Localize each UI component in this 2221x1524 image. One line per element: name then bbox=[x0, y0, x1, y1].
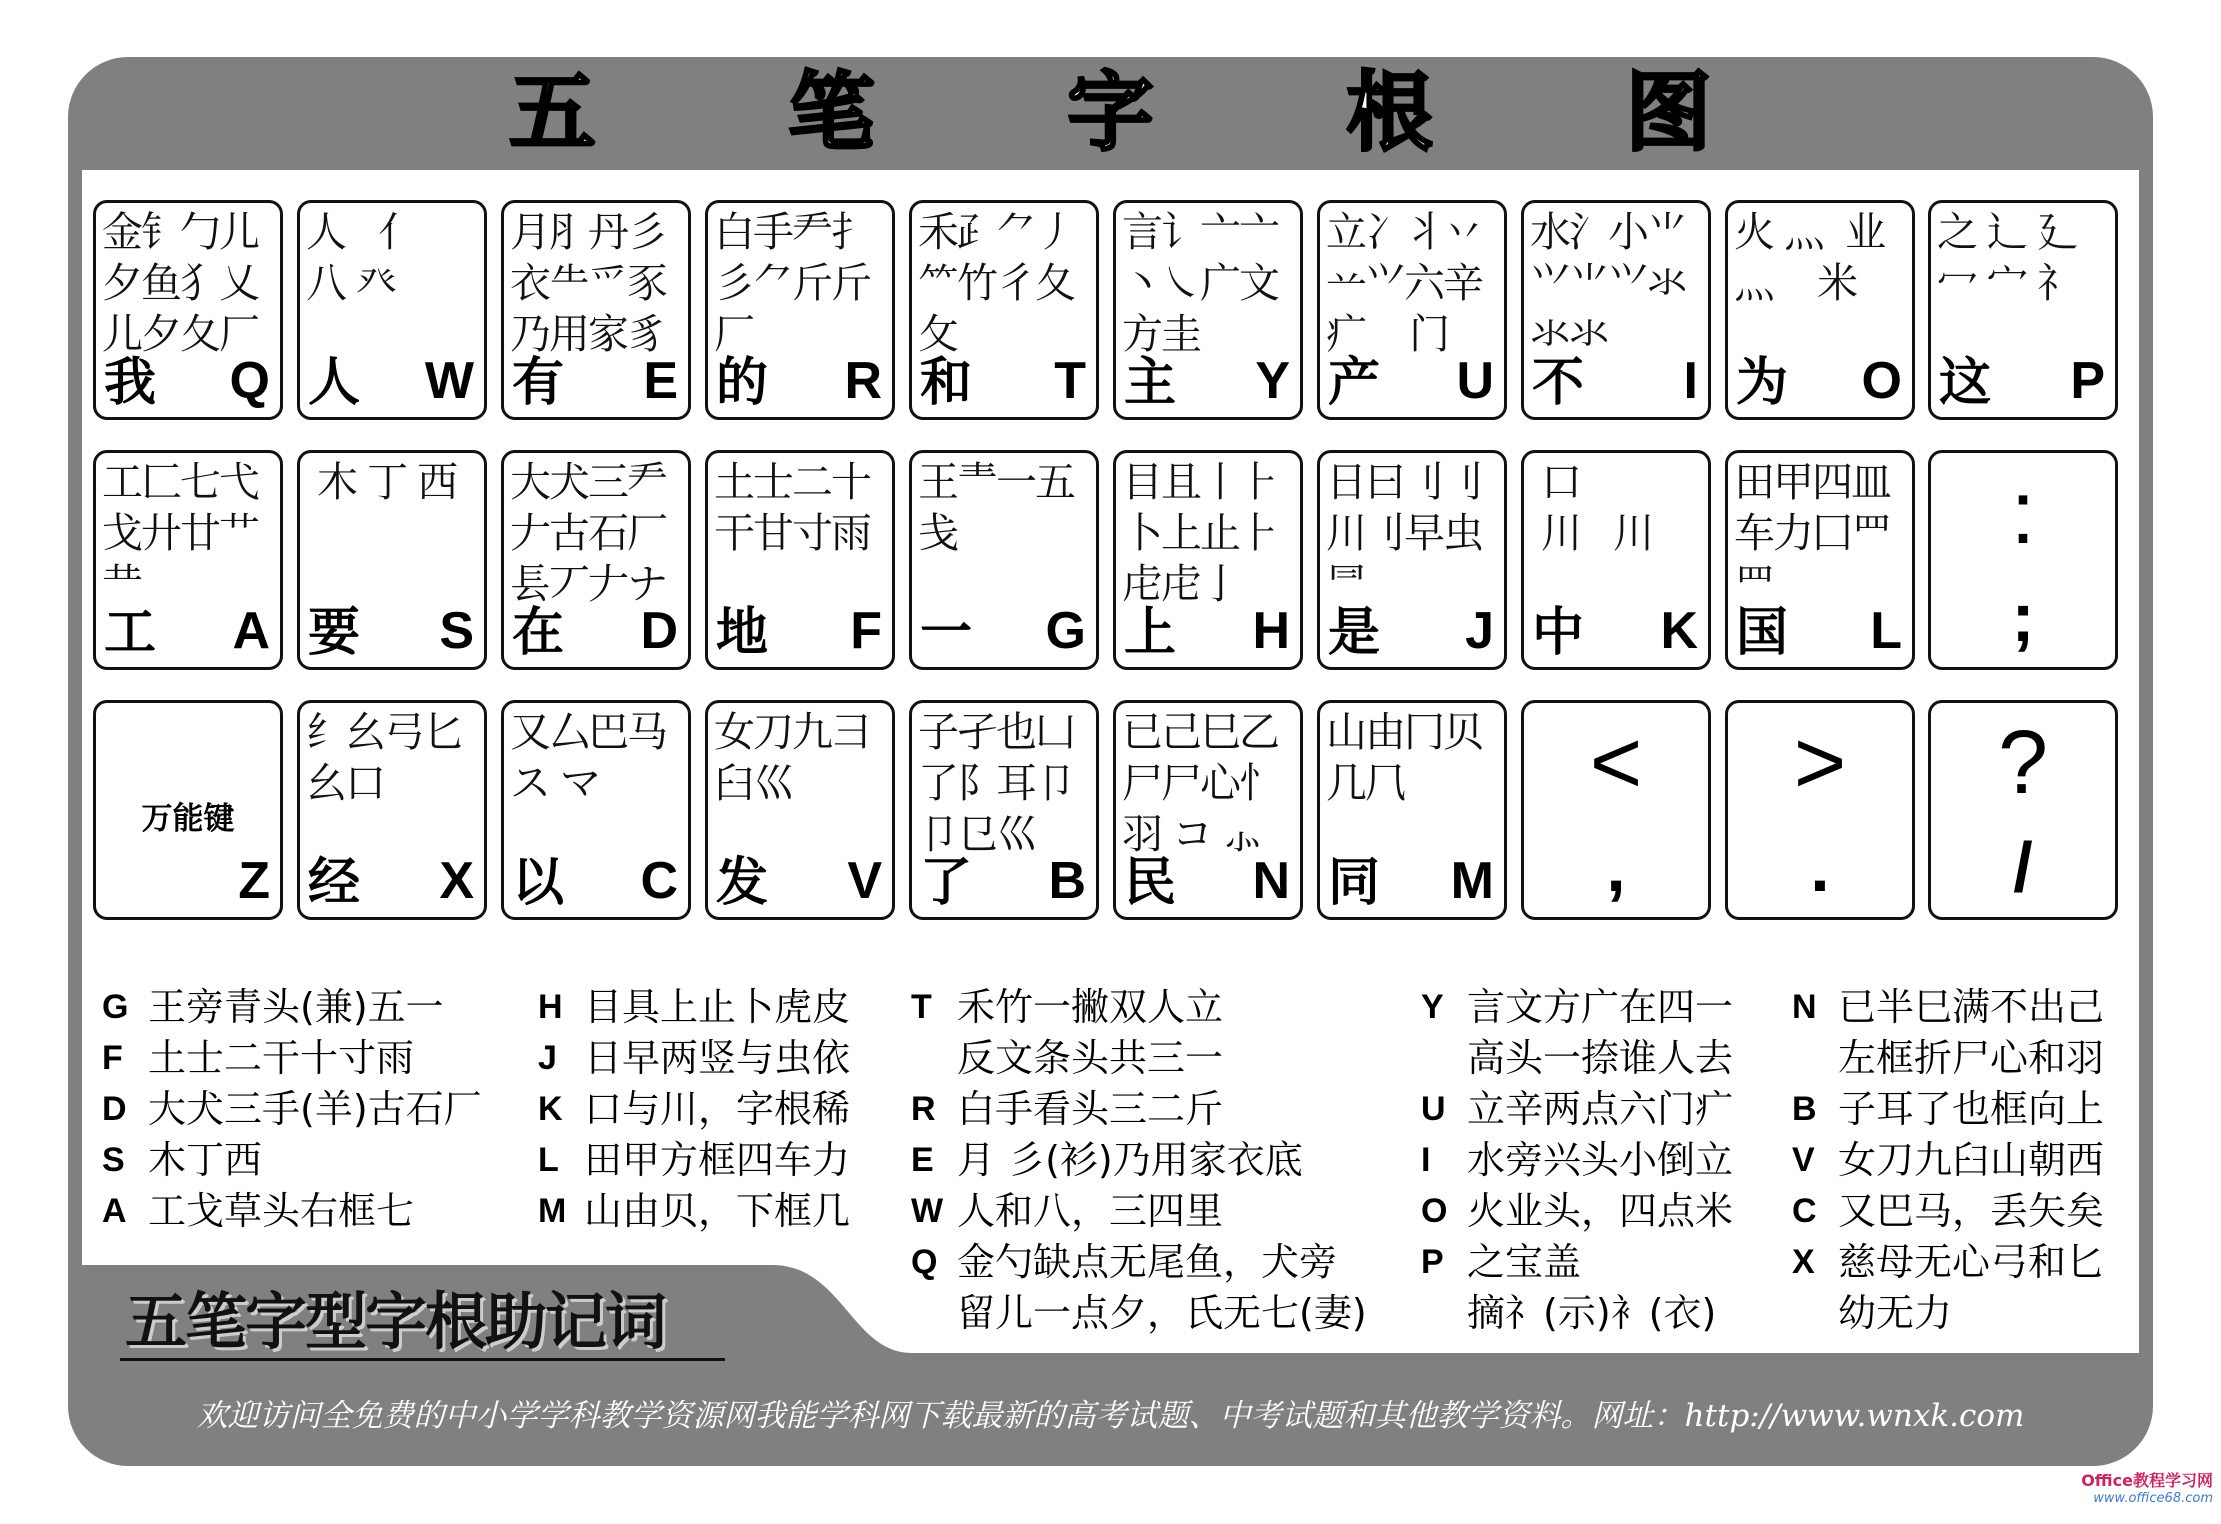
key-symbol: . bbox=[1810, 828, 1830, 906]
mnemonic-text: 白手看头三二斤 bbox=[957, 1087, 1224, 1131]
key-high-frequency-char: 上 bbox=[1124, 603, 1177, 663]
mnemonic-key: X bbox=[1792, 1243, 1815, 1281]
mnemonic-text: 山由贝，下框几 bbox=[584, 1189, 851, 1233]
radical-line: 氺氺 bbox=[1530, 310, 1608, 358]
key-r[interactable] bbox=[705, 200, 895, 420]
watermark-line1: Office教程学习网 bbox=[2081, 1471, 2213, 1490]
radical-line: 尸尸心忄 bbox=[1122, 759, 1278, 807]
key-u[interactable] bbox=[1317, 200, 1507, 420]
title-char: 根 bbox=[1346, 62, 1433, 163]
radical-line: 灬 米 bbox=[1734, 259, 1857, 307]
mnemonic-column bbox=[1421, 982, 1733, 1339]
mnemonic-key bbox=[1421, 1288, 1467, 1339]
key-letter: J bbox=[1465, 602, 1494, 660]
radical-list bbox=[918, 457, 1092, 559]
key-high-frequency-char: 经 bbox=[308, 853, 361, 913]
key-k[interactable] bbox=[1521, 450, 1711, 670]
radical-list bbox=[1326, 207, 1500, 360]
mnemonic-key: F bbox=[102, 1039, 123, 1077]
key-high-frequency-char: 国 bbox=[1736, 603, 1789, 663]
key-high-frequency-char: 发 bbox=[716, 853, 769, 913]
key-n[interactable] bbox=[1113, 700, 1303, 920]
key-g[interactable] bbox=[909, 450, 1099, 670]
radical-line: 立冫丬丷 bbox=[1326, 208, 1482, 256]
mnemonic-text: 金勺缺点无尾鱼，犬旁 bbox=[957, 1240, 1338, 1284]
key-high-frequency-char: 以 bbox=[512, 853, 565, 913]
radical-line: 攵 bbox=[918, 310, 957, 358]
mnemonic-text: 口与川，字根稀 bbox=[584, 1087, 851, 1131]
key-letter: G bbox=[1045, 602, 1086, 660]
mnemonic-text: 火业头，四点米 bbox=[1467, 1189, 1734, 1233]
mnemonic-row bbox=[1421, 1186, 1733, 1237]
radical-line: 儿夕夂厂 bbox=[102, 310, 258, 358]
key-symbol: ; bbox=[2011, 578, 2035, 656]
key-letter: M bbox=[1450, 852, 1494, 910]
mnemonic-key: T bbox=[911, 988, 932, 1026]
mnemonic-key: M bbox=[538, 1192, 567, 1230]
key-e[interactable] bbox=[501, 200, 691, 420]
mnemonic-row bbox=[911, 1084, 1367, 1135]
mnemonic-key: K bbox=[538, 1090, 563, 1128]
key-high-frequency-char: 有 bbox=[512, 353, 565, 413]
key-high-frequency-char: 要 bbox=[308, 603, 361, 663]
mnemonic-key: S bbox=[102, 1141, 125, 1179]
title-char: 字 bbox=[1067, 62, 1154, 163]
mnemonic-text: 已半巳满不出己 bbox=[1838, 985, 2105, 1029]
mnemonic-key: O bbox=[1421, 1192, 1448, 1230]
mnemonic-text: 王旁青头(兼)五一 bbox=[148, 985, 444, 1029]
key-high-frequency-char: 不 bbox=[1532, 353, 1585, 413]
radical-line: 龷 bbox=[102, 560, 141, 608]
radical-line: 木 丁 西 bbox=[306, 458, 457, 506]
key-high-frequency-char: 一 bbox=[920, 603, 973, 663]
key-high-frequency-char: 的 bbox=[716, 353, 769, 413]
radical-list bbox=[1530, 207, 1704, 360]
key-high-frequency-char: 同 bbox=[1328, 853, 1381, 913]
radical-line: ⺮竹彳夂 bbox=[918, 259, 1074, 307]
key-letter: K bbox=[1660, 602, 1698, 660]
mnemonic-key bbox=[1792, 1288, 1838, 1339]
radical-line: 乃用家豸 bbox=[510, 310, 666, 358]
mnemonic-key: D bbox=[102, 1090, 127, 1128]
mnemonic-text: 之宝盖 bbox=[1467, 1240, 1582, 1284]
radical-list bbox=[918, 207, 1092, 360]
key-letter: Q bbox=[229, 352, 270, 410]
radical-line: 车力囗罒 bbox=[1734, 509, 1890, 557]
radical-line: 口 bbox=[1530, 458, 1581, 506]
key-t[interactable] bbox=[909, 200, 1099, 420]
mnemonic-key: N bbox=[1792, 988, 1817, 1026]
key-y[interactable] bbox=[1113, 200, 1303, 420]
radical-list bbox=[714, 707, 888, 809]
mnemonic-row bbox=[911, 1186, 1367, 1237]
mnemonic-row bbox=[102, 1135, 482, 1186]
radical-line: 土士二十 bbox=[714, 458, 870, 506]
mnemonic-row bbox=[911, 982, 1367, 1033]
radical-line: 之 辶 廴 bbox=[1937, 208, 2077, 256]
mnemonic-banner-title: 五笔字型字根助记词 bbox=[125, 1285, 666, 1358]
radical-line: 疒 门 bbox=[1326, 310, 1449, 358]
radical-list bbox=[1122, 707, 1296, 860]
mnemonic-text: 言文方广在四一 bbox=[1467, 985, 1734, 1029]
radical-line: 厂 bbox=[714, 310, 753, 358]
radical-line: 戋 bbox=[918, 509, 957, 557]
radical-line: 𠂇古石厂 bbox=[510, 509, 666, 557]
key-shift-symbol: : bbox=[2010, 463, 2036, 563]
watermark-line2: www.office68.com bbox=[2093, 1491, 2213, 1506]
key-letter: I bbox=[1683, 352, 1698, 410]
mnemonic-key: C bbox=[1792, 1192, 1817, 1230]
mnemonic-row bbox=[538, 982, 850, 1033]
mnemonic-key: Q bbox=[911, 1243, 938, 1281]
radical-list bbox=[1326, 707, 1500, 809]
mnemonic-row bbox=[102, 982, 482, 1033]
mnemonic-row bbox=[1421, 1288, 1733, 1339]
radical-list bbox=[918, 707, 1092, 860]
radical-line: 虍虍亅 bbox=[1122, 560, 1239, 608]
radical-list bbox=[714, 457, 888, 559]
radical-line: 田甲四皿 bbox=[1734, 458, 1890, 506]
mnemonic-text: 大犬三手(羊)古石厂 bbox=[148, 1087, 482, 1131]
radical-line: 山由冂贝 bbox=[1326, 708, 1482, 756]
key-letter: U bbox=[1456, 352, 1494, 410]
mnemonic-text: 土士二干十寸雨 bbox=[148, 1036, 415, 1080]
mnemonic-row bbox=[538, 1186, 850, 1237]
mnemonic-row bbox=[1421, 1135, 1733, 1186]
key-f[interactable] bbox=[705, 450, 895, 670]
key-high-frequency-char: 我 bbox=[104, 353, 157, 413]
key-letter: O bbox=[1861, 352, 1902, 410]
key-j[interactable] bbox=[1317, 450, 1507, 670]
key-o[interactable] bbox=[1725, 200, 1915, 420]
mnemonic-key: V bbox=[1792, 1141, 1815, 1179]
radical-line: 冖 宀 礻 bbox=[1937, 259, 2077, 307]
radical-list bbox=[306, 207, 480, 309]
mnemonic-text: 高头一捺谁人去 bbox=[1467, 1036, 1734, 1080]
key-letter: N bbox=[1252, 852, 1290, 910]
mnemonic-key bbox=[1421, 1033, 1467, 1084]
mnemonic-text: 目具上止卜虎皮 bbox=[584, 985, 851, 1029]
mnemonic-row bbox=[102, 1033, 482, 1084]
mnemonic-key: P bbox=[1421, 1243, 1444, 1281]
mnemonic-text: 留儿一点夕，氏无七(妻) bbox=[957, 1291, 1367, 1335]
key-d[interactable] bbox=[501, 450, 691, 670]
title-char: 五 bbox=[509, 62, 596, 163]
mnemonic-key: L bbox=[538, 1141, 559, 1179]
radical-list bbox=[510, 707, 684, 809]
radical-line: 人 亻 bbox=[306, 208, 418, 256]
title-char: 笔 bbox=[788, 62, 875, 163]
key-letter: Z bbox=[238, 852, 270, 910]
radical-list bbox=[1122, 457, 1296, 610]
key-high-frequency-char: 人 bbox=[308, 353, 361, 413]
mnemonic-text: 左框折尸心和羽 bbox=[1838, 1036, 2105, 1080]
key-shift-symbol: > bbox=[1793, 713, 1847, 813]
mnemonic-row bbox=[538, 1135, 850, 1186]
key-high-frequency-char: 这 bbox=[1939, 353, 1992, 413]
mnemonic-key: W bbox=[911, 1192, 944, 1230]
radical-list bbox=[714, 207, 888, 360]
key-z[interactable] bbox=[93, 700, 283, 920]
key-letter: L bbox=[1870, 602, 1902, 660]
key-shift-symbol: ? bbox=[1997, 713, 2049, 813]
key-letter: V bbox=[847, 852, 882, 910]
radical-line: ス マ bbox=[510, 759, 600, 807]
key-high-frequency-char: 和 bbox=[920, 353, 973, 413]
mnemonic-text: 木丁西 bbox=[148, 1138, 263, 1182]
mnemonic-text: 田甲方框四车力 bbox=[584, 1138, 851, 1182]
mnemonic-row bbox=[102, 1186, 482, 1237]
key-high-frequency-char: 了 bbox=[920, 853, 973, 913]
mnemonic-text: 幼无力 bbox=[1838, 1291, 1953, 1335]
key-wildcard-label: 万能键 bbox=[141, 801, 235, 837]
mnemonic-key: H bbox=[538, 988, 563, 1026]
radical-line: 水氵小⺌ bbox=[1530, 208, 1686, 256]
key-w[interactable] bbox=[297, 200, 487, 420]
radical-list bbox=[1326, 457, 1500, 610]
radical-list bbox=[510, 457, 684, 610]
radical-line: 工匚七弋 bbox=[102, 458, 258, 506]
key-x[interactable] bbox=[297, 700, 487, 920]
banner-underline bbox=[120, 1358, 725, 1361]
key-letter: T bbox=[1054, 352, 1086, 410]
mnemonic-row bbox=[538, 1084, 850, 1135]
key-letter: A bbox=[232, 602, 270, 660]
radical-line: 䒑⺍六辛 bbox=[1326, 259, 1482, 307]
page-title bbox=[0, 58, 2221, 168]
key-letter: D bbox=[640, 602, 678, 660]
radical-line: 了阝耳卩 bbox=[918, 759, 1074, 807]
key-a[interactable] bbox=[93, 450, 283, 670]
key-m[interactable] bbox=[1317, 700, 1507, 920]
watermark-logo bbox=[2081, 1472, 2213, 1508]
mnemonic-key bbox=[1792, 1033, 1838, 1084]
radical-line: 火 灬 业 bbox=[1734, 208, 1885, 256]
radical-line: 彡⺈斤斤 bbox=[714, 259, 870, 307]
radical-line: ⺍⺌⺍氺 bbox=[1530, 259, 1686, 307]
mnemonic-row bbox=[1421, 1084, 1733, 1135]
mnemonic-text: 工戈草头右框七 bbox=[148, 1189, 415, 1233]
radical-line: 川刂早虫 bbox=[1326, 509, 1482, 557]
radical-line: 又厶巴马 bbox=[510, 708, 666, 756]
radical-line: 镸丆𠂇ナ bbox=[510, 560, 666, 608]
key-letter: H bbox=[1252, 602, 1290, 660]
mnemonic-row bbox=[1421, 982, 1733, 1033]
radical-list bbox=[510, 207, 684, 360]
mnemonic-column bbox=[911, 982, 1367, 1339]
radical-line: 臼巛 bbox=[714, 759, 792, 807]
title-char: 图 bbox=[1625, 62, 1712, 163]
mnemonic-column bbox=[538, 982, 850, 1237]
mnemonic-text: 又巴马，丢矢矣 bbox=[1838, 1189, 2105, 1233]
key-high-frequency-char: 为 bbox=[1736, 353, 1789, 413]
mnemonic-key: I bbox=[1421, 1141, 1431, 1179]
radical-list bbox=[306, 707, 480, 809]
mnemonic-row bbox=[1792, 1288, 2104, 1339]
mnemonic-row bbox=[1792, 982, 2104, 1033]
mnemonic-row bbox=[911, 1135, 1367, 1186]
radical-line: 卩㔾巛 bbox=[918, 810, 1035, 858]
mnemonic-row bbox=[911, 1033, 1367, 1084]
key-letter: W bbox=[424, 352, 474, 410]
radical-line: 目且丨⺊ bbox=[1122, 458, 1278, 506]
radical-line: 方圭 bbox=[1122, 310, 1200, 358]
mnemonic-row bbox=[911, 1237, 1367, 1288]
key-letter: F bbox=[850, 602, 882, 660]
key-period[interactable] bbox=[1725, 700, 1915, 920]
radical-list bbox=[1122, 207, 1296, 360]
mnemonic-row bbox=[1792, 1084, 2104, 1135]
key-c[interactable] bbox=[501, 700, 691, 920]
mnemonic-column bbox=[102, 982, 482, 1237]
key-i[interactable] bbox=[1521, 200, 1711, 420]
key-symbol: / bbox=[2013, 828, 2033, 906]
mnemonic-row bbox=[1792, 1186, 2104, 1237]
key-high-frequency-char: 在 bbox=[512, 603, 565, 663]
radical-line: 戈廾廿艹 bbox=[102, 509, 258, 557]
key-letter: X bbox=[439, 852, 474, 910]
mnemonic-text: 立辛两点六门疒 bbox=[1467, 1087, 1734, 1131]
radical-line: 纟幺弓匕 bbox=[306, 708, 462, 756]
key-b[interactable] bbox=[909, 700, 1099, 920]
key-high-frequency-char: 主 bbox=[1124, 353, 1177, 413]
key-letter: R bbox=[844, 352, 882, 410]
radical-line: 卜上止⺊ bbox=[1122, 509, 1278, 557]
key-high-frequency-char: 中 bbox=[1532, 603, 1585, 663]
mnemonic-key: A bbox=[102, 1192, 127, 1230]
mnemonic-key: J bbox=[538, 1039, 557, 1077]
mnemonic-row bbox=[1792, 1033, 2104, 1084]
mnemonic-key: E bbox=[911, 1141, 934, 1179]
radical-line: 干甘寸雨 bbox=[714, 509, 870, 557]
radical-line: 言讠亠亠 bbox=[1122, 208, 1278, 256]
radical-line: 女刀九彐 bbox=[714, 708, 870, 756]
mnemonic-row bbox=[1421, 1033, 1733, 1084]
key-l[interactable] bbox=[1725, 450, 1915, 670]
mnemonic-text: 慈母无心弓和匕 bbox=[1838, 1240, 2105, 1284]
mnemonic-key: Y bbox=[1421, 988, 1444, 1026]
mnemonic-row bbox=[911, 1288, 1367, 1339]
radical-line: 大犬三龵 bbox=[510, 458, 666, 506]
key-s[interactable] bbox=[297, 450, 487, 670]
key-p[interactable] bbox=[1928, 200, 2118, 420]
key-high-frequency-char: 民 bbox=[1124, 853, 1177, 913]
key-v[interactable] bbox=[705, 700, 895, 920]
key-high-frequency-char: 产 bbox=[1328, 353, 1381, 413]
mnemonic-key: U bbox=[1421, 1090, 1446, 1128]
key-high-frequency-char: 工 bbox=[104, 603, 157, 663]
key-letter: S bbox=[439, 602, 474, 660]
footer-text: 欢迎访问全免费的中小学学科教学资源网我能学科网下载最新的高考试题、中考试题和其他教学资料。网址：http://www.wnxk.com bbox=[196, 1398, 2025, 1434]
radical-line: 丶㇏广文 bbox=[1122, 259, 1278, 307]
key-semicolon[interactable] bbox=[1928, 450, 2118, 670]
key-letter: P bbox=[2070, 352, 2105, 410]
radical-list bbox=[102, 207, 276, 360]
radical-line: 王龶一五 bbox=[918, 458, 1074, 506]
key-slash[interactable] bbox=[1928, 700, 2118, 920]
key-shift-symbol: < bbox=[1589, 713, 1643, 813]
mnemonic-text: 人和八，三四里 bbox=[957, 1189, 1224, 1233]
radical-line: 金钅勹儿 bbox=[102, 208, 258, 256]
mnemonic-text: 水旁兴头小倒立 bbox=[1467, 1138, 1734, 1182]
radical-line: 白手龵扌 bbox=[714, 208, 870, 256]
radical-line: 衣⺧爫豕 bbox=[510, 259, 666, 307]
radical-list bbox=[1734, 207, 1908, 309]
radical-line: 夕鱼犭乂 bbox=[102, 259, 258, 307]
radical-line: ⺜ bbox=[1326, 560, 1365, 608]
key-q[interactable] bbox=[93, 200, 283, 420]
key-letter: B bbox=[1048, 852, 1086, 910]
mnemonic-text: 反文条头共三一 bbox=[957, 1036, 1224, 1080]
key-letter: Y bbox=[1255, 352, 1290, 410]
radical-line: 罒 bbox=[1734, 560, 1773, 608]
radical-list bbox=[1530, 457, 1704, 559]
radical-line: 几⺇ bbox=[1326, 759, 1404, 807]
mnemonic-text: 日早两竖与虫依 bbox=[584, 1036, 851, 1080]
key-high-frequency-char: 地 bbox=[716, 603, 769, 663]
mnemonic-column bbox=[1792, 982, 2104, 1339]
mnemonic-row bbox=[538, 1033, 850, 1084]
mnemonic-text: 女刀九臼山朝西 bbox=[1838, 1138, 2105, 1182]
radical-line: 禾⺪⺈丿 bbox=[918, 208, 1074, 256]
key-comma[interactable] bbox=[1521, 700, 1711, 920]
mnemonic-row bbox=[1421, 1237, 1733, 1288]
radical-list bbox=[1937, 207, 2111, 309]
key-letter: E bbox=[643, 352, 678, 410]
radical-list bbox=[1734, 457, 1908, 610]
radical-line: 月⺼丹彡 bbox=[510, 208, 666, 256]
mnemonic-key: G bbox=[102, 988, 129, 1026]
mnemonic-key: R bbox=[911, 1090, 936, 1128]
mnemonic-text: 摘礻(示)衤(衣) bbox=[1467, 1291, 1717, 1335]
radical-list bbox=[102, 457, 276, 610]
mnemonic-row bbox=[102, 1084, 482, 1135]
mnemonic-key bbox=[911, 1033, 957, 1084]
mnemonic-key bbox=[911, 1288, 957, 1339]
radical-line: 川 川 bbox=[1530, 509, 1653, 557]
radical-line: 日曰刂刂 bbox=[1326, 458, 1482, 506]
radical-line: 已己巳乙 bbox=[1122, 708, 1278, 756]
mnemonic-row bbox=[1792, 1135, 2104, 1186]
key-symbol: , bbox=[1606, 828, 1626, 906]
radical-list bbox=[306, 457, 480, 508]
key-high-frequency-char: 是 bbox=[1328, 603, 1381, 663]
radical-line: 幺口 bbox=[306, 759, 384, 807]
key-h[interactable] bbox=[1113, 450, 1303, 670]
radical-line: 羽 コ ⺗ bbox=[1122, 810, 1262, 858]
radical-line: 八 癶 bbox=[306, 259, 396, 307]
mnemonic-text: 月 彡(衫)乃用家衣底 bbox=[957, 1138, 1303, 1182]
radical-line: 子孑也凵 bbox=[918, 708, 1074, 756]
mnemonic-key: B bbox=[1792, 1090, 1817, 1128]
mnemonic-row bbox=[1792, 1237, 2104, 1288]
mnemonic-text: 子耳了也框向上 bbox=[1838, 1087, 2105, 1131]
key-letter: C bbox=[640, 852, 678, 910]
mnemonic-text: 禾竹一撇双人立 bbox=[957, 985, 1224, 1029]
